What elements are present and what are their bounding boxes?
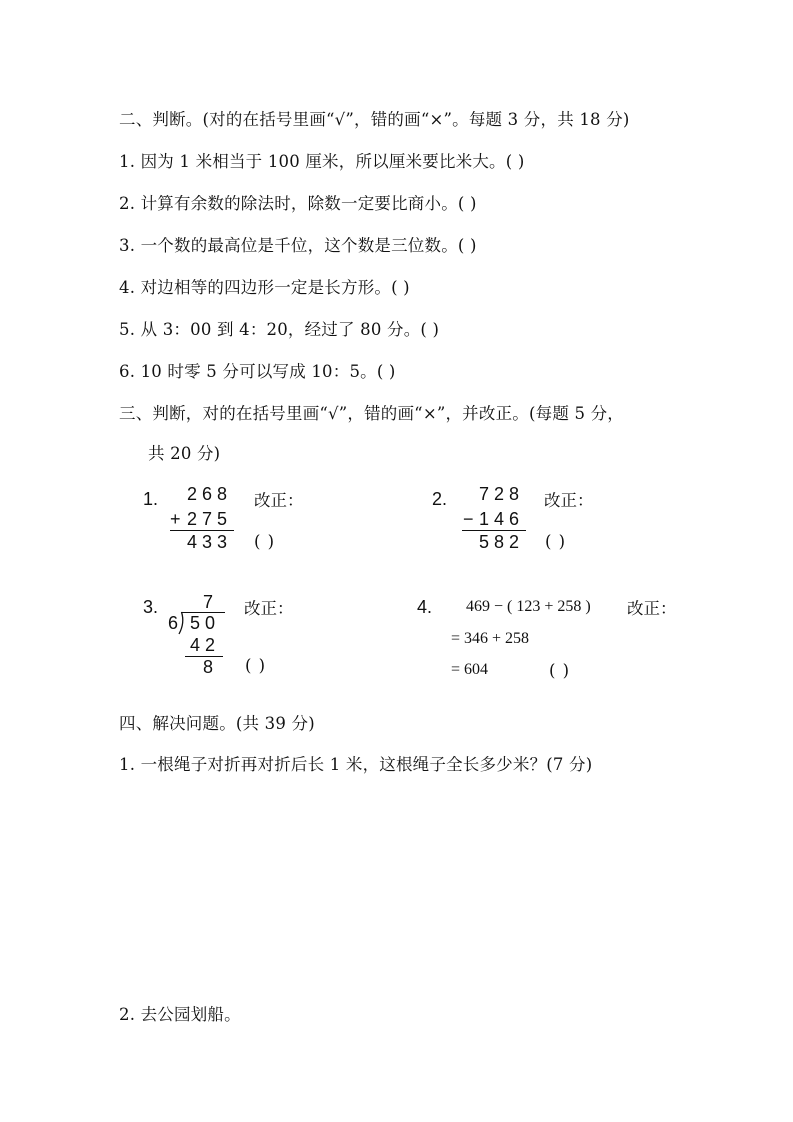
section2-item-6: 6. 10 时零 5 分可以写成 10：5。( ) [119,362,396,381]
problem-2-rule [462,530,526,531]
problem-1-rule [170,530,234,531]
problem-3-correction-label: 改正： [244,599,294,618]
problem-3-product: 42 [190,635,221,655]
problem-4-index: 4. [417,597,433,617]
section2-item-1: 1. 因为 1 米相当于 100 厘米，所以厘米要比米大。( ) [119,152,525,171]
problem-1-answer-blank[interactable]: ( ) [254,532,276,551]
problem-3-division-bracket [177,611,186,635]
section4-heading: 四、解决问题。(共 39 分) [119,714,315,733]
section4-question-2: 2. 去公园划船。 [119,1005,241,1024]
problem-1-top: 268 [187,484,233,504]
section4-question-1: 1. 一根绳子对折再对折后长 1 米，这根绳子全长多少米？(7 分) [119,755,593,774]
problem-2-result: 582 [479,532,525,552]
section2-heading: 二、判断。(对的在括号里画“√”，错的画“×”。每题 3 分，共 18 分) [119,110,630,129]
problem-2-answer-blank[interactable]: ( ) [545,532,567,551]
problem-3-dividend: 50 [190,613,221,633]
problem-4-step-1: = 346 + 258 [451,630,530,647]
problem-2-top: 728 [479,484,525,504]
problem-2-index: 2. [432,489,448,509]
section3-heading-cont: 共 20 分) [148,444,221,463]
problem-4-answer-blank[interactable]: ( ) [549,661,571,680]
problem-3-index: 3. [143,597,159,617]
problem-3-remainder: 8 [203,657,219,677]
problem-4-expression: 469 − ( 123 + 258 ) [466,598,591,615]
problem-3-answer-blank[interactable]: ( ) [245,656,267,675]
problem-4-correction-label: 改正： [627,599,677,618]
problem-3-divisor: 6 [168,613,179,633]
section3-heading: 三、判断，对的在括号里画“√”，错的画“×”，并改正。(每题 5 分， [119,404,625,423]
problem-2-correction-label: 改正： [544,491,594,510]
problem-1-second: 275 [187,509,233,529]
section2-item-3: 3. 一个数的最高位是千位，这个数是三位数。( ) [119,236,477,255]
problem-4-step-2: = 604 [451,661,489,678]
problem-1-operator: + [170,509,181,529]
problem-1-index: 1. [143,489,159,509]
problem-3-quotient: 7 [203,592,219,612]
section2-item-2: 2. 计算有余数的除法时，除数一定要比商小。( ) [119,194,477,213]
problem-1-result: 433 [187,532,233,552]
section2-item-4: 4. 对边相等的四边形一定是长方形。( ) [119,278,410,297]
problem-2-operator: − [463,509,474,529]
problem-1-correction-label: 改正： [254,491,304,510]
problem-2-second: 146 [479,509,525,529]
section2-item-5: 5. 从 3：00 到 4：20，经过了 80 分。( ) [119,320,440,339]
